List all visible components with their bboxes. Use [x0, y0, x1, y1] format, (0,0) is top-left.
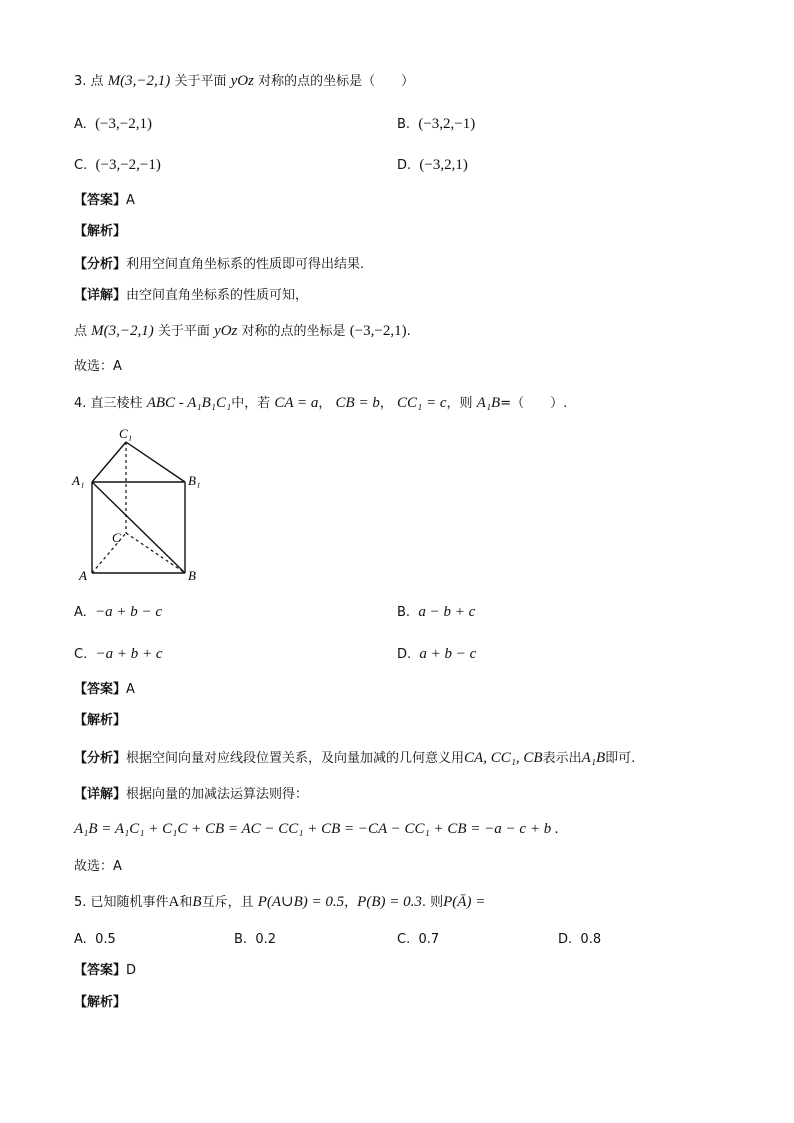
q3-point: M(3,−2,1) — [107, 73, 171, 89]
option-key: C. — [397, 932, 411, 947]
option-key: D. — [397, 158, 412, 173]
fenxi-text: 根据空间向量对应线段位置关系，及向量加减的几何意义用 — [126, 751, 465, 766]
option-value: 0.7 — [418, 932, 440, 947]
q3-conclusion — [74, 322, 411, 341]
q4-answer — [74, 681, 135, 699]
jiexi-tag: 【解析】 — [74, 224, 127, 239]
q4-jiexi — [74, 712, 126, 730]
xiangjie-tag: 【详解】 — [74, 288, 127, 303]
formula-text: A₁B = A₁C₁ + C₁C + CB = AC − CC₁ + CB = −CA − CC₁ + CB = −a − c + b . — [74, 821, 559, 837]
edge-cb — [126, 533, 185, 573]
q3-option-a — [74, 115, 152, 134]
edge-ac — [92, 533, 126, 573]
edge-c1b1 — [126, 442, 185, 482]
q4-prism: ABC - A₁B₁C₁ — [146, 395, 232, 411]
jiexi-tag: 【解析】 — [74, 995, 127, 1010]
answer-value: A — [126, 682, 135, 697]
q3-jiexi — [74, 223, 126, 241]
xiangjie-text: 由空间直角坐标系的性质可知， — [126, 288, 309, 303]
option-key: C. — [74, 158, 88, 173]
option-key: A. — [74, 117, 87, 132]
q4-stem-ask: ，则 — [446, 396, 473, 411]
q4-cond3: CC₁ = c — [396, 395, 447, 411]
choose-text: 故选：A — [74, 359, 122, 374]
conclusion-point: M(3,−2,1) — [91, 323, 154, 339]
q5-target: P(Ā) = — [443, 894, 486, 910]
q5-event-b: B — [192, 894, 202, 910]
q4-option-d — [397, 645, 476, 664]
q5-stem-ask: . 则 — [421, 895, 444, 910]
option-value: (−3,2,−1) — [418, 116, 476, 132]
label-a: A — [79, 568, 87, 583]
jiexi-tag: 【解析】 — [74, 713, 127, 728]
fenxi-end: 即可. — [605, 751, 636, 766]
option-value: 0.8 — [580, 932, 602, 947]
label-c: C — [112, 530, 121, 545]
conclusion-plane: yOz — [214, 323, 238, 339]
q4-stem-mid: 中，若 — [231, 396, 271, 411]
fenxi-tag: 【分析】 — [74, 751, 127, 766]
option-value: a + b − c — [419, 646, 477, 662]
prism-diagram — [70, 426, 210, 590]
option-key: B. — [397, 117, 411, 132]
q5-option-b — [234, 931, 276, 949]
q5-stem-prefix: 5. 已知随机事件 — [74, 895, 169, 910]
q3-xiangjie — [74, 287, 308, 305]
option-value: 0.2 — [255, 932, 277, 947]
q5-event-a: A — [168, 894, 180, 910]
answer-value: A — [126, 193, 135, 208]
fenxi-tag: 【分析】 — [74, 257, 127, 272]
option-value: −a + b + c — [95, 646, 163, 662]
q4-xiangjie — [74, 786, 308, 804]
q5-stem-mid: 互斥，且 — [201, 895, 254, 910]
q3-option-c — [74, 156, 161, 175]
conclusion-prefix: 点 — [74, 324, 88, 339]
answer-value: D — [126, 963, 137, 978]
q5-stem-and: 和 — [179, 895, 193, 910]
q4-stem-prefix: 4. 直三棱柱 — [74, 396, 143, 411]
q4-option-b — [397, 603, 475, 622]
q4-target: A₁B — [476, 395, 501, 411]
fenxi-vectors: CA, CC₁, CB — [464, 750, 543, 766]
q5-answer — [74, 962, 136, 980]
label-b1: B₁ — [188, 473, 201, 488]
label-c1: C₁ — [119, 426, 133, 441]
q5-option-d — [558, 931, 601, 949]
q5-stem — [74, 893, 485, 912]
option-key: C. — [74, 647, 88, 662]
option-value: a − b + c — [418, 604, 476, 620]
option-value: (−3,2,1) — [419, 157, 468, 173]
choose-text: 故选：A — [74, 859, 122, 874]
option-value: −a + b − c — [95, 604, 163, 620]
edge-a1c1 — [92, 442, 126, 482]
answer-tag: 【答案】 — [74, 682, 127, 697]
conclusion-end: . — [406, 324, 411, 339]
q4-option-c — [74, 645, 163, 664]
label-b: B — [188, 568, 196, 583]
q4-choose — [74, 858, 122, 876]
q5-jiexi — [74, 994, 126, 1012]
q3-option-d — [397, 156, 468, 175]
option-value: (−3,−2,1) — [95, 116, 152, 132]
xiangjie-tag: 【详解】 — [74, 787, 127, 802]
option-key: A. — [74, 605, 87, 620]
q5-cond1: P(A∪B) = 0.5 — [257, 894, 345, 910]
q3-stem-suffix: 对称的点的坐标是（ ） — [258, 74, 415, 89]
answer-tag: 【答案】 — [74, 193, 127, 208]
q5-cond2: P(B) = 0.3 — [357, 894, 422, 910]
q4-stem: 4. 直三棱柱 ABC - A₁B₁C₁中，若 CA = a， CB = b， CC₁ = c，则 A₁B=（ ）. — [74, 395, 568, 411]
q5-option-a — [74, 931, 116, 949]
q3-choose — [74, 358, 122, 376]
q5-sep: ， — [344, 895, 358, 910]
q3-plane: yOz — [230, 73, 254, 89]
conclusion-text: 对称的点的坐标是 — [241, 324, 346, 339]
q3-option-b — [397, 115, 475, 134]
edge-a1b — [92, 482, 185, 573]
conclusion-mid: 关于平面 — [157, 324, 210, 339]
conclusion-value: (−3,−2,1) — [349, 323, 407, 339]
q4-fenxi — [74, 749, 635, 768]
q3-answer — [74, 192, 135, 210]
q3-stem-prefix: 3. 点 — [74, 74, 104, 89]
q5-option-c — [397, 931, 439, 949]
answer-tag: 【答案】 — [74, 963, 127, 978]
q4-cond2: CB = b — [335, 395, 380, 411]
q3-fenxi — [74, 256, 364, 274]
q3-stem-mid: 关于平面 — [174, 74, 227, 89]
fenxi-mid: 表示出 — [542, 751, 582, 766]
option-value: (−3,−2,−1) — [95, 157, 161, 173]
fenxi-target: A₁B — [581, 750, 606, 766]
q4-stem-end: =（ ）. — [500, 396, 568, 411]
q3-stem — [74, 72, 414, 91]
xiangjie-text: 根据向量的加减法运算法则得： — [126, 787, 309, 802]
option-key: D. — [397, 647, 412, 662]
q4-option-a — [74, 603, 162, 622]
option-key: B. — [397, 605, 411, 620]
prism-figure — [70, 426, 210, 590]
fenxi-text: 利用空间直角坐标系的性质即可得出结果. — [126, 257, 365, 272]
option-key: A. — [74, 932, 87, 947]
option-key: B. — [234, 932, 248, 947]
option-value: 0.5 — [95, 932, 116, 947]
q4-cond1: CA = a — [274, 395, 319, 411]
option-key: D. — [558, 932, 573, 947]
q4-formula — [74, 820, 559, 839]
label-a1: A₁ — [72, 473, 85, 488]
